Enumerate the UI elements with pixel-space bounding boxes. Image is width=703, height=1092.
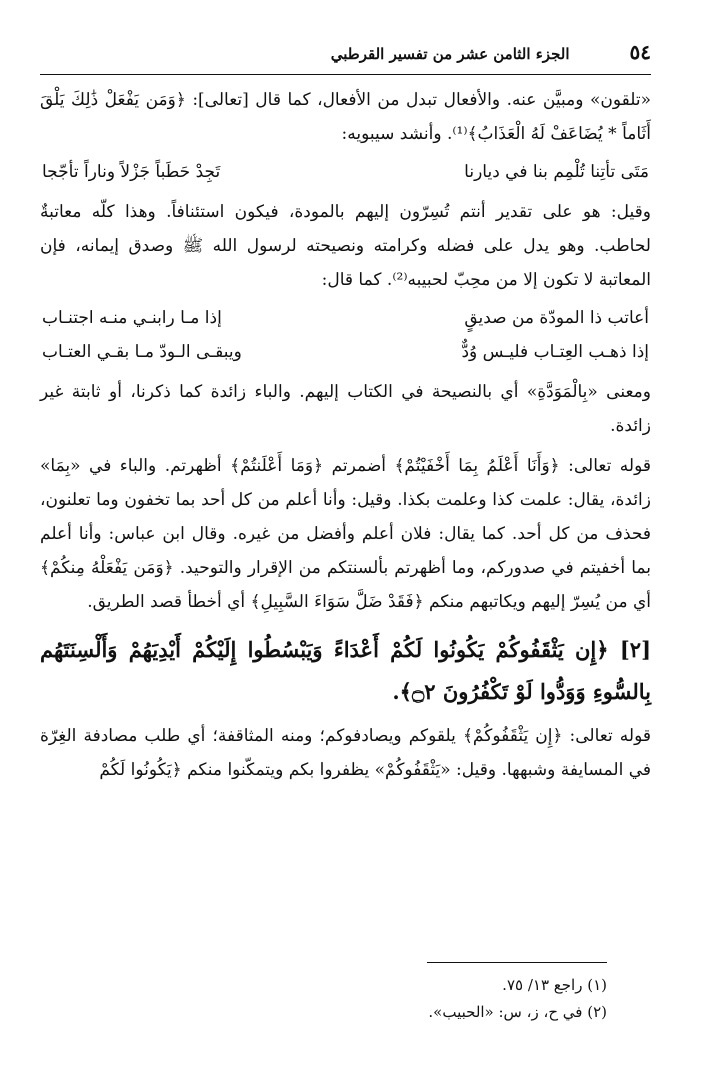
poem-line-1-hemistich-2: إذا مـا رابنـي منـه اجتنـاب [42,308,222,328]
footnote-1: (١) راجع ١٣/ ٧٥. [502,976,607,994]
poem-line-1-hemistich-1: أعاتب ذا المودّة من صديقٍ [464,308,649,328]
quran-verse-2: [٢] ﴿إِن يَثْقَفُوكُمْ يَكُونُوا لَكُمْ أَعْدَاءً وَيَبْسُطُوا إِلَيْكُمْ أَيْدِيَهُمْ وَأَلْسِنَتَهُم بِالسُّوءِ وَوَدُّوا لَوْ تَكْفُرُونَ ۝٢﴾. [40,637,651,704]
running-title: الجزء الثامن عشر من تفسير القرطبي [330,45,570,63]
poem-hemistich-2: تَجِدْ حَطَباً جَزْلاً وناراً تأجّجا [42,162,221,182]
footnotes [40,972,607,1026]
footnote-2: (٢) في ح، ز، س: «الحبيب». [428,1003,607,1021]
poem-sibawayh [40,155,651,189]
footnote-separator [427,962,607,963]
paragraph-5: قوله تعالى: ﴿إِن يَثْقَفُوكُمْ﴾ يلقوكم ويصادفوكم؛ ومنه المثاقفة؛ أي طلب مصادفة الغِرّة في المسايفة وشبهها. وقيل: «يَثْقَفُوكُمْ» يظفروا بكم ويتمكّنوا منكم ﴿يَكُونُوا لَكُمْ [40,726,651,780]
poem-line-2-hemistich-2: ويبقـى الـودّ مـا بقـي العتـاب [42,342,242,362]
paragraph-1: «تلقون» ومبيَّن عنه. والأفعال تبدل من الأفعال، كما قال [تعالى]: ﴿وَمَن يَفْعَلْ ذَٰلِكَ يَلْقَ أَثَاماً * يُضَاعَفْ لَهُ الْعَذَابُ﴾⁽¹⁾. وأنشد سيبويه: [40,90,651,144]
poem-hemistich-1: مَتَى تأتِنا تُلْمِم بنا في ديارنا [464,162,649,182]
page-number: ٥٤ [629,40,651,64]
paragraph-4: قوله تعالى: ﴿وَأَنَا أَعْلَمُ بِمَا أَخْفَيْتُمْ﴾ أضمرتم ﴿وَمَا أَعْلَنتُمْ﴾ أظهرتم. والباء في «بِمَا» زائدة، يقال: علمت كذا وعلمت بكذا. وقيل: وأنا أعلم من كل أحد بما تخفون وما تعلنون، فحذف من كل أحد. كما يقال: فلان أعلم وأفضل من غيره. وقال ابن عباس: وأنا أعلم بما أخفيتم في صدوركم، وما أظهرتم بألسنتكم من الإقرار والتوحيد. ﴿وَمَن يَفْعَلْهُ مِنكُمْ﴾ أي من يُسِرّ إليهم ويكاتبهم منكم ﴿فَقَدْ ضَلَّ سَوَاءَ السَّبِيلِ﴾ أي أخطأ قصد الطريق. [40,456,651,612]
poem-friendship [40,301,651,369]
page-header [40,40,651,75]
paragraph-2: وقيل: هو على تقدير أنتم تُسِرّون إليهم بالمودة، فيكون استئنافاً. وهذا كلّه معاتبةٌ لحاطب. وهو يدل على فضله وكرامته ونصيحته لرسول الله ﷺ وصدق إيمانه، فإن المعاتبة لا تكون إلا من محِبّ لحبيبه⁽²⁾. كما قال: [40,202,651,290]
poem-line-2-hemistich-1: إذا ذهـب العِتـاب فليـس وُدٌّ [461,342,649,362]
paragraph-3: ومعنى «بِالْمَوَدَّةِ» أي بالنصيحة في الكتاب إليهم. والباء زائدة كما ذكرنا، أو ثابتة غير زائدة. [40,382,651,436]
